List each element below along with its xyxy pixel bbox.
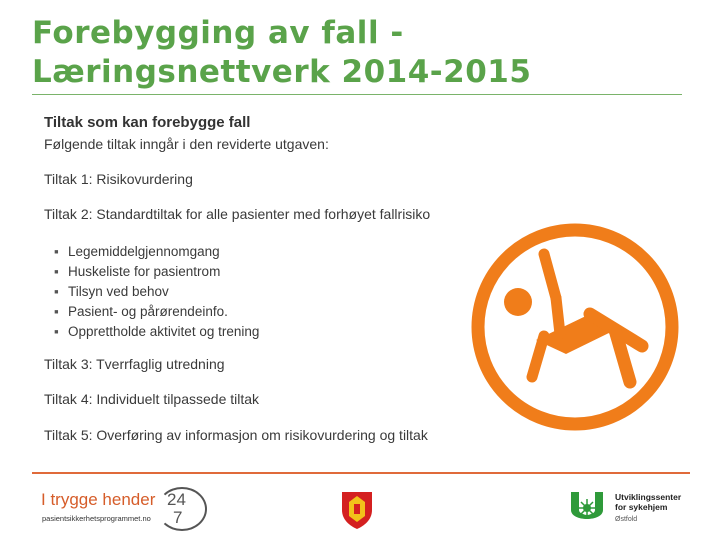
list-item: ▪ Huskeliste for pasientrom	[54, 262, 259, 282]
slide-title	[32, 14, 692, 92]
content-heading: Tiltak som kan forebygge fall	[44, 114, 251, 131]
tiltak-2-bullet-list	[54, 242, 259, 342]
bullet-icon: ▪	[54, 244, 59, 259]
campaign-logo	[33, 484, 209, 536]
list-item: ▪ Legemiddelgjennomgang	[54, 242, 259, 262]
list-item: ▪ Opprettholde aktivitet og trening	[54, 322, 259, 342]
footer-divider	[32, 472, 690, 474]
county-crest-icon	[340, 490, 374, 530]
tiltak-2: Tiltak 2: Standardtiltak for alle pasienter med forhøyet fallrisiko	[44, 206, 431, 222]
bullet-icon: ▪	[54, 264, 59, 279]
falling-person-icon	[470, 222, 680, 432]
bullet-icon: ▪	[54, 284, 59, 299]
bullet-icon: ▪	[54, 324, 59, 339]
content-intro: Følgende tiltak inngår i den reviderte utgaven:	[44, 136, 329, 152]
slide-title-line2: Læringsnettverk 2014-2015	[32, 54, 532, 90]
campaign-number-24: 24	[167, 490, 186, 509]
campaign-url: pasientsikkerhetsprogrammet.no	[42, 514, 151, 523]
org-logo-icon	[567, 488, 607, 528]
campaign-tagline: I trygge hender	[41, 490, 156, 509]
org-name-line2: for sykehjem	[615, 502, 668, 512]
org-logo	[567, 488, 697, 532]
org-region: Østfold	[615, 516, 638, 523]
tiltak-5: Tiltak 5: Overføring av informasjon om risikovurdering og tiltak	[44, 427, 428, 443]
org-name-line1: Utviklingssenter	[615, 492, 682, 502]
list-item: ▪ Pasient- og pårørendeinfo.	[54, 302, 259, 322]
slide-title-line1: Forebygging av fall -	[32, 15, 404, 51]
tiltak-1: Tiltak 1: Risikovurdering	[44, 171, 193, 187]
campaign-number-7: 7	[173, 508, 183, 527]
org-name	[615, 492, 681, 512]
bullet-icon: ▪	[54, 304, 59, 319]
title-divider	[32, 94, 682, 95]
list-item: ▪ Tilsyn ved behov	[54, 282, 259, 302]
tiltak-4: Tiltak 4: Individuelt tilpassede tiltak	[44, 391, 260, 407]
tiltak-3: Tiltak 3: Tverrfaglig utredning	[44, 356, 225, 372]
